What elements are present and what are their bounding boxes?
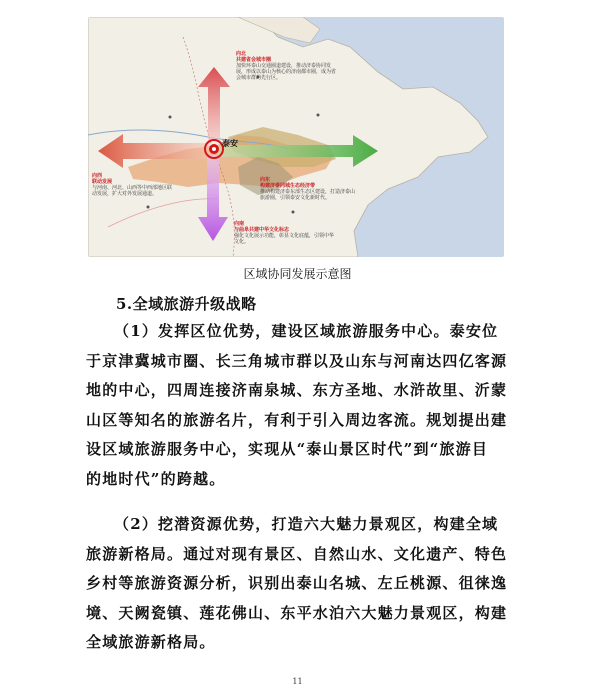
city-dot xyxy=(169,116,172,119)
callout-east-title: 构建济泰同城生态经济带 xyxy=(260,183,316,189)
callout-north-direction: 向北 xyxy=(236,51,247,57)
callout-south-title: 与曲阜共建中华文化标志 xyxy=(234,227,290,233)
callout-west-text: 与河南、河北、山西等中西部地区联动发展，扩大对外发展通道。 xyxy=(92,185,173,197)
figure-caption: 区域协同发展示意图 xyxy=(243,267,352,281)
callout-south-text: 强化文化展示功能，彰显文化底蕴，引领中华文化。 xyxy=(234,233,335,245)
callout-east-direction: 向东 xyxy=(260,177,271,183)
callout-north xyxy=(236,51,336,81)
city-label-taian: 泰安 xyxy=(222,139,238,148)
paragraph-2-line: 旅游新格局。通过对现有景区、自然山水、文化遗产、特色 xyxy=(86,544,508,563)
city-dot xyxy=(292,211,295,214)
callout-north-title: 共建省会城市圈 xyxy=(236,57,272,63)
paragraph-2 xyxy=(86,510,516,658)
callout-west-direction: 向西 xyxy=(92,173,103,179)
paragraph-1-line: 设区域旅游服务中心，实现从“泰山景区时代”到“旅游目 xyxy=(86,440,489,458)
paragraph-2-line: 全域旅游新格局。 xyxy=(86,633,216,651)
callout-south xyxy=(234,221,334,245)
city-dot xyxy=(147,206,150,209)
center-core xyxy=(212,147,216,151)
paragraph-2-line: （2）挖潜资源优势，打造六大魅力景观区，构建全域 xyxy=(114,515,499,533)
paragraph-1-line: 山区等知名的旅游名片，有利于引入周边客流。规划提出建 xyxy=(86,410,508,429)
paragraph-2-line: 境、天阙瓷镇、莲花佛山、东平水泊六大魅力景观区，构建 xyxy=(86,603,508,622)
page-number: 11 xyxy=(292,677,303,686)
paragraph-1-line: （1）发挥区位优势，建设区域旅游服务中心。泰安位 xyxy=(114,322,499,340)
paragraph-1-line: 于京津冀城市圈、长三角城市群以及山东与河南达四亿客源 xyxy=(86,351,508,370)
callout-west-title: 联动发展 xyxy=(92,179,113,185)
section-heading: 5.全域旅游升级战略 xyxy=(116,295,257,313)
paragraph-1-line: 地的中心，四周连接济南泉城、东方圣地、水浒故里、沂蒙 xyxy=(86,381,508,399)
callout-north-text: 加快环泰山交通圈道建设，推动济泰协同发展，形成以泰山为核心的济南都市圈，成为省会城市群的先行区。 xyxy=(236,63,337,81)
paragraph-1-line: 的地时代”的跨越。 xyxy=(86,469,226,488)
regional-map xyxy=(88,17,504,257)
callout-east xyxy=(260,177,356,201)
paragraph-1 xyxy=(86,317,516,494)
callout-west xyxy=(92,173,172,197)
callout-south-direction: 向南 xyxy=(234,221,245,227)
callout-east-text: 推动构建济泰东部生态区建设，打造济泰山旅游圈，引领泰安文化新时代。 xyxy=(260,189,356,201)
city-dot xyxy=(317,114,320,117)
paragraph-2-line: 乡村等旅游资源分析，识别出泰山名城、左丘桃源、徂徕逸 xyxy=(86,574,508,592)
